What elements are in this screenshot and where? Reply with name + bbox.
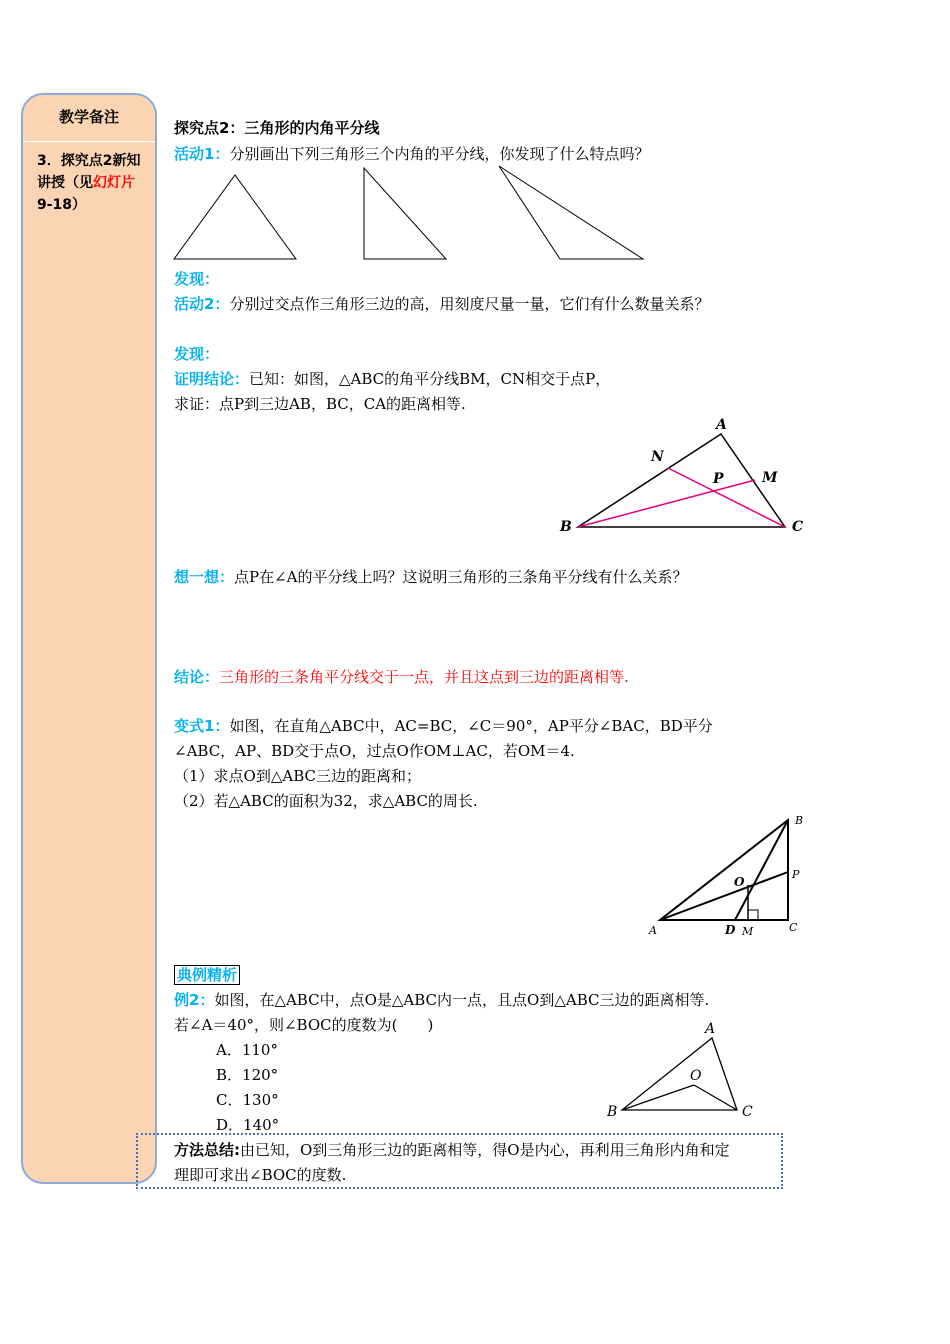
- sidebar-note-highlight: 幻灯片: [93, 175, 135, 191]
- proof-line2: 求证：点P到三边AB，BC，CA的距离相等.: [174, 395, 466, 413]
- triangle-abc3: [622, 1038, 737, 1110]
- example-heading-text: 典例精析: [174, 965, 240, 985]
- method-line2: 理即可求出∠BOC的度数.: [174, 1166, 347, 1184]
- label-n: N: [651, 449, 664, 465]
- sidebar-note-suffix: 9-18）: [37, 197, 87, 213]
- example-text1: 如图，在△ABC中，点O是△ABC内一点，且点O到△ABC三边的距离相等.: [214, 991, 710, 1009]
- option-a: A．110°: [216, 1041, 278, 1059]
- variant-label: 变式1：: [174, 717, 230, 735]
- activity2-text: 分别过交点作三角形三边的高，用刻度尺量一量，它们有什么数量关系？: [229, 295, 710, 313]
- activity2-label: 活动2：: [174, 295, 230, 313]
- method-text1: 由已知，O到三角形三边的距离相等，得O是内心，再利用三角形内角和定: [240, 1141, 730, 1159]
- conclusion-text: 三角形的三条角平分线交于一点，并且这点到三边的距离相等.: [219, 668, 629, 686]
- variant-q2: （2）若△ABC的面积为32，求△ABC的周长.: [174, 792, 478, 810]
- method-label: 方法总结:: [174, 1141, 240, 1159]
- proof-text1: 已知：如图，△ABC的角平分线BM，CN相交于点P，: [249, 370, 611, 388]
- discover2: 发现：: [174, 345, 220, 363]
- discover1: 发现：: [174, 270, 220, 288]
- label-c: C: [792, 519, 804, 535]
- activity1-text: 分别画出下列三角形三个内角的平分线，你发现了什么特点吗？: [229, 145, 650, 163]
- think-text: 点P在∠A的平分线上吗？这说明三角形的三条角平分线有什么关系？: [234, 568, 688, 586]
- example-label: 例2：: [174, 991, 215, 1009]
- sidebar-title: 教学备注: [23, 95, 155, 142]
- label-m2: M: [742, 925, 754, 938]
- variant-text1: 如图，在直角△ABC中，AC=BC，∠C＝90°，AP平分∠BAC，BD平分: [229, 717, 713, 735]
- variant-q1: （1）求点O到△ABC三边的距离和；: [174, 767, 421, 785]
- sidebar-note-prefix: 3．探究点2新知讲授（见: [37, 153, 141, 191]
- label-p2: P: [792, 868, 800, 881]
- option-b: B．120°: [216, 1066, 279, 1084]
- option-c: C．130°: [216, 1091, 279, 1109]
- think-label: 想一想：: [174, 568, 235, 586]
- line-oc: [694, 1085, 737, 1110]
- conclusion-label: 结论：: [174, 668, 220, 686]
- label-b2: B: [795, 814, 804, 827]
- label-a: A: [716, 417, 727, 433]
- label-b: B: [560, 519, 572, 535]
- label-o2: O: [734, 875, 745, 889]
- variant-line2: ∠ABC，AP、BD交于点O，过点O作OM⊥AC，若OM＝4.: [174, 742, 575, 760]
- label-p: P: [713, 471, 724, 487]
- line-ob: [622, 1085, 694, 1110]
- label-m: M: [762, 470, 778, 486]
- label-a3: A: [705, 1021, 716, 1037]
- label-b3: B: [607, 1104, 618, 1120]
- label-d2: D: [725, 923, 736, 937]
- example-line2: 若∠A＝40°，则∠BOC的度数为( ): [174, 1016, 434, 1034]
- label-a2: A: [649, 924, 657, 937]
- proof-label: 证明结论：: [174, 370, 250, 388]
- label-c2: C: [789, 921, 798, 934]
- label-c3: C: [742, 1104, 753, 1120]
- section-title: 探究点2：三角形的内角平分线: [174, 119, 380, 137]
- label-o3: O: [690, 1068, 702, 1084]
- option-d: D．140°: [216, 1116, 280, 1134]
- activity1-label: 活动1：: [174, 145, 230, 163]
- method-line1: [174, 1140, 730, 1160]
